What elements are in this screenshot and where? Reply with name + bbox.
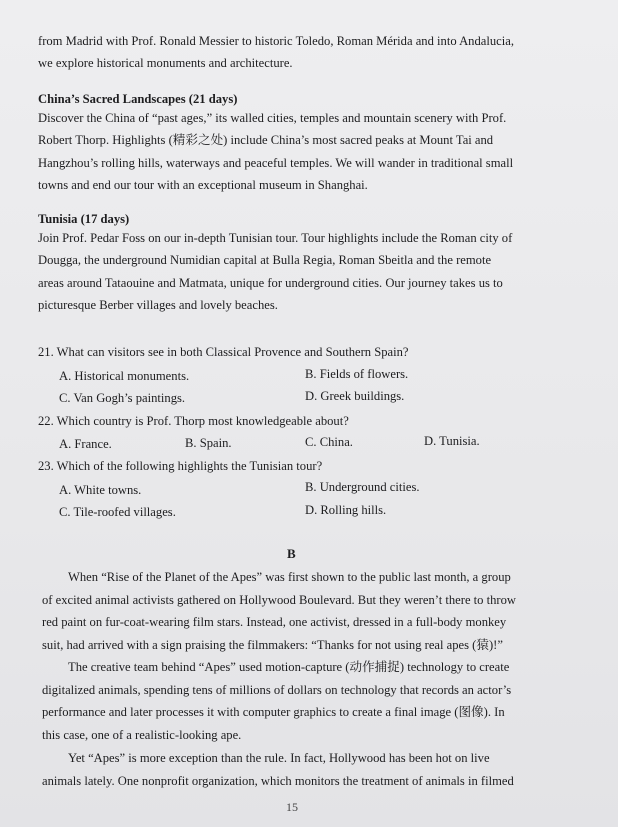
spain-paragraph-tail (38, 30, 538, 75)
section-b-paragraph-1 (42, 566, 554, 656)
question-21-stem: 21. What can visitors see in both Classical Provence and Southern Spain? (38, 345, 409, 359)
text-line: areas around Tataouine and Matmata, unique for underground cities. Our journey takes us to (38, 275, 503, 290)
tunisia-tour-description (38, 227, 538, 317)
text-line: suit, had arrived with a sign praising the filmmakers: “Thanks for not using real apes (猿)!” (42, 637, 503, 652)
page-number: 15 (286, 800, 298, 814)
text-line: Yet “Apes” is more exception than the rule. In fact, Hollywood has been hot on live (68, 751, 490, 765)
text-line: towns and end our tour with an exceptional museum in Shanghai. (38, 178, 368, 193)
text-line: Discover the China of “past ages,” its walled cities, temples and mountain scenery with Prof. (38, 111, 507, 125)
text-line: performance and later processes it with computer graphics to create a final image (图像). In (42, 705, 505, 719)
text-line: from Madrid with Prof. Ronald Messier to historic Toledo, Roman Mérida and into Andalucia, (38, 34, 514, 48)
question-23-stem: 23. Which of the following highlights the Tunisian tour? (38, 459, 323, 473)
question-23-option-d: D. Rolling hills. (305, 503, 387, 517)
question-21-option-c: C. Van Gogh’s paintings. (59, 391, 186, 405)
question-22-option-d: D. Tunisia. (424, 434, 480, 448)
text-line: The creative team behind “Apes” used motion-capture (动作捕捉) technology to create (68, 660, 510, 674)
text-line: Hangzhou’s rolling hills, waterways and peaceful temples. We will wander in traditional small (38, 155, 514, 170)
question-21-option-a: A. Historical monuments. (59, 369, 190, 383)
question-21-option-b: B. Fields of flowers. (305, 367, 409, 381)
text-line: we explore historical monuments and architecture. (38, 56, 293, 71)
section-b-label: B (287, 546, 296, 561)
text-line: this case, one of a realistic-looking ape. (42, 727, 242, 742)
question-22-option-c: C. China. (305, 435, 353, 449)
text-line: animals lately. One nonprofit organization, which monitors the treatment of animals in filmed (42, 773, 514, 788)
text-line: digitalized animals, spending tens of millions of dollars on technology that records an actor’s (42, 682, 512, 697)
text-line: Robert Thorp. Highlights (精彩之处) include China’s most sacred peaks at Mount Tai and (38, 133, 494, 148)
tunisia-tour-title: Tunisia (17 days) (38, 212, 130, 226)
text-line: of excited animal activists gathered on Hollywood Boulevard. But they weren’t there to throw (42, 592, 517, 607)
text-line: Join Prof. Pedar Foss on our in-depth Tunisian tour. Tour highlights include the Roman city of (38, 231, 513, 245)
question-22-option-b: B. Spain. (185, 436, 232, 450)
china-tour-title: China’s Sacred Landscapes (21 days) (38, 92, 238, 106)
section-b-paragraph-3 (42, 747, 554, 792)
question-23-option-c: C. Tile-roofed villages. (59, 505, 176, 519)
question-23-option-a: A. White towns. (59, 483, 142, 497)
china-tour-description (38, 107, 538, 197)
text-line: Dougga, the underground Numidian capital at Bulla Regia, Roman Sbeitla and the remote (38, 253, 492, 268)
section-b-paragraph-2 (42, 656, 554, 746)
question-21-option-d: D. Greek buildings. (305, 389, 405, 403)
question-22-stem: 22. Which country is Prof. Thorp most knowledgeable about? (38, 414, 349, 428)
question-22-option-a: A. France. (59, 437, 112, 451)
text-line: red paint on fur-coat-wearing film stars. Instead, one activist, dressed in a full-body monkey (42, 615, 507, 629)
text-line: picturesque Berber villages and lovely beaches. (38, 298, 278, 313)
question-23-option-b: B. Underground cities. (305, 480, 420, 494)
text-line: When “Rise of the Planet of the Apes” was first shown to the public last month, a group (68, 570, 511, 584)
